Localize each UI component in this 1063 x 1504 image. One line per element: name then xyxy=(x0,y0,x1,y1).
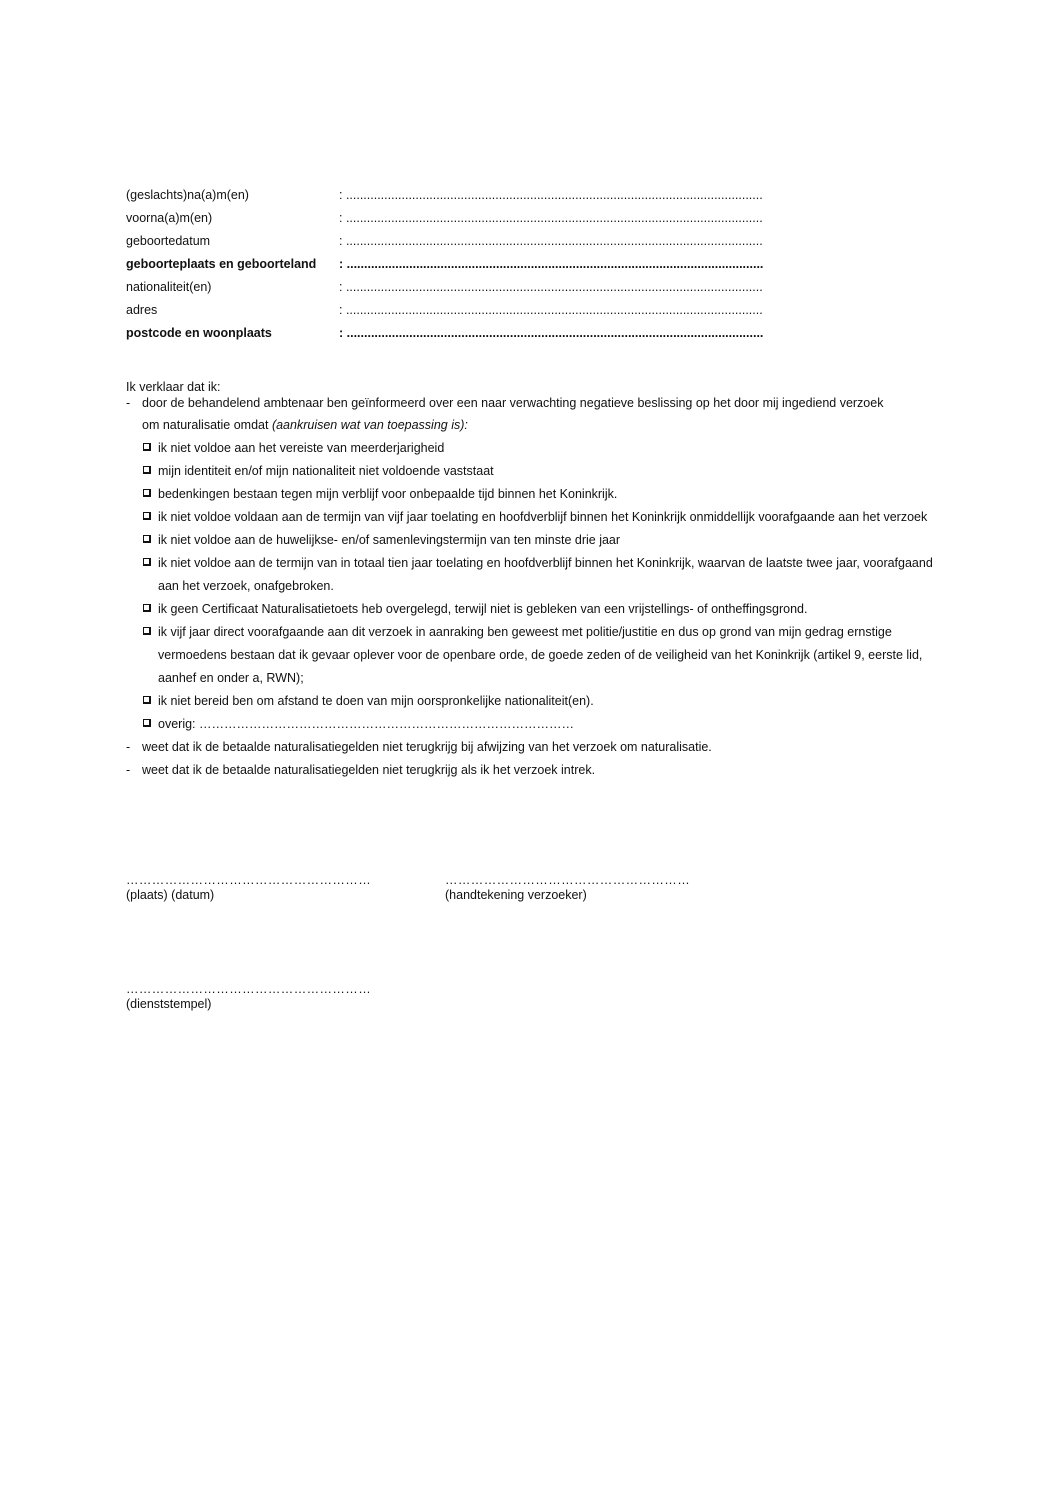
checkbox-label: ik niet bereid ben om afstand te doen van mijn oorspronkelijke nationaliteit(en). xyxy=(158,694,594,708)
checkbox-icon[interactable] xyxy=(143,489,151,497)
field-label: geboorteplaats en geboorteland xyxy=(126,257,317,271)
checkbox-icon[interactable] xyxy=(143,512,151,520)
signature-block xyxy=(445,873,690,903)
place-date-label: (plaats) (datum) xyxy=(126,888,215,902)
field-row-given-names xyxy=(126,209,776,232)
checkbox-label: ik geen Certificaat Naturalisatietoets heb overgelegd, terwijl niet is gebleken van een vrijstellings- of ontheffingsgrond. xyxy=(158,602,808,616)
continuation-text: om naturalisatie omdat xyxy=(142,418,269,432)
checkbox-icon[interactable] xyxy=(143,443,151,451)
reasons-checklist xyxy=(143,437,946,736)
checkbox-icon[interactable] xyxy=(143,696,151,704)
declaration-item-text: weet dat ik de betaalde naturalisatiegelden niet terugkrijg als ik het verzoek intrek. xyxy=(142,763,596,777)
birth-place-field[interactable]: : ........................................................................................................................ xyxy=(339,257,764,271)
checkbox-label: ik niet voldoe voldaan aan de termijn van vijf jaar toelating en hoofdverblijf binnen het Koninkrijk onmiddellijk voorafgaande aan het verzoek xyxy=(158,510,928,524)
given-names-field[interactable]: : ........................................................................................................................ xyxy=(339,211,763,225)
field-row-address xyxy=(126,301,776,324)
checkbox-label: ik niet voldoe aan het vereiste van meerderjarigheid xyxy=(158,441,445,455)
dash-bullet: - xyxy=(126,763,131,777)
declaration-item-text: weet dat ik de betaalde naturalisatiegelden niet terugkrijg bij afwijzing van het verzoek om naturalisatie. xyxy=(142,740,712,754)
postcode-city-field[interactable]: : ........................................................................................................................ xyxy=(339,326,764,340)
checkbox-item-other[interactable] xyxy=(143,713,946,736)
field-label: geboortedatum xyxy=(126,234,211,248)
checkbox-icon[interactable] xyxy=(143,627,151,635)
checkbox-icon[interactable] xyxy=(143,604,151,612)
checkbox-item[interactable] xyxy=(143,690,946,713)
checkbox-item[interactable] xyxy=(143,621,946,690)
birth-date-field[interactable]: : ........................................................................................................................ xyxy=(339,234,763,248)
stamp-block xyxy=(126,982,371,1012)
field-label: postcode en woonplaats xyxy=(126,326,272,340)
address-field[interactable]: : ........................................................................................................................ xyxy=(339,303,763,317)
checkbox-item[interactable] xyxy=(143,483,946,506)
checkbox-icon[interactable] xyxy=(143,719,151,727)
dash-bullet: - xyxy=(126,396,131,410)
field-row-nationality xyxy=(126,278,776,301)
declaration-item-informed xyxy=(126,395,946,437)
field-row-birth-date xyxy=(126,232,776,255)
checkbox-item[interactable] xyxy=(143,552,946,598)
declaration-item-fees-withdrawal xyxy=(126,759,946,782)
checkbox-item[interactable] xyxy=(143,437,946,460)
declaration-item-fees-rejection xyxy=(126,736,946,759)
field-row-surname xyxy=(126,186,776,209)
field-label: voorna(a)m(en) xyxy=(126,211,213,225)
checkbox-label: mijn identiteit en/of mijn nationaliteit niet voldoende vaststaat xyxy=(158,464,494,478)
checkbox-item[interactable] xyxy=(143,506,946,529)
checkbox-icon[interactable] xyxy=(143,535,151,543)
surname-field[interactable]: : ........................................................................................................................ xyxy=(339,188,763,202)
signature-label: (handtekening verzoeker) xyxy=(445,888,587,902)
stamp-field[interactable]: ………………………………………………… xyxy=(126,982,372,996)
checkbox-item[interactable] xyxy=(143,460,946,483)
checkbox-label: overig: ……………………………………………………………………………… xyxy=(158,717,574,731)
field-label: nationaliteit(en) xyxy=(126,280,212,294)
declaration-section xyxy=(126,379,946,782)
stamp-label: (dienststempel) xyxy=(126,997,212,1011)
personal-details xyxy=(126,186,776,347)
signature-field[interactable]: ………………………………………………… xyxy=(445,873,691,887)
field-row-postcode xyxy=(126,324,776,347)
nationality-field[interactable]: : ........................................................................................................................ xyxy=(339,280,763,294)
checkbox-label: ik niet voldoe aan de huwelijkse- en/of samenlevingstermijn van ten minste drie jaar xyxy=(158,533,621,547)
checkbox-item[interactable] xyxy=(143,529,946,552)
checkbox-label: ik vijf jaar direct voorafgaande aan dit verzoek in aanraking ben geweest met politie/justitie en dus op grond van mijn gedrag ernstige vermoedens bestaan dat ik gevaar oplever voor de openbare orde, de goede zeden of de veiligheid van het Koninkrijk (artikel 9, eerste lid, aanhef en onder a, RWN); xyxy=(158,625,923,685)
declaration-item-text: door de behandelend ambtenaar ben geïnformeerd over een naar verwachting negatieve beslissing op het door mij ingediend verzoek xyxy=(142,396,884,410)
checkbox-label: ik niet voldoe aan de termijn van in totaal tien jaar toelating en hoofdverblijf binnen het Koninkrijk, waarvan de laatste twee jaar, voorafgaand aan het verzoek, onafgebroken. xyxy=(158,556,933,593)
instruction-text: (aankruisen wat van toepassing is): xyxy=(271,418,468,432)
place-date-field[interactable]: ………………………………………………… xyxy=(126,873,372,887)
declaration-item-continuation xyxy=(142,414,946,437)
field-row-birth-place xyxy=(126,255,776,278)
place-date-block xyxy=(126,873,371,903)
checkbox-icon[interactable] xyxy=(143,558,151,566)
declaration-intro: Ik verklaar dat ik: xyxy=(126,380,221,394)
field-label: adres xyxy=(126,303,158,317)
checkbox-label: bedenkingen bestaan tegen mijn verblijf voor onbepaalde tijd binnen het Koninkrijk. xyxy=(158,487,618,501)
field-label: (geslachts)na(a)m(en) xyxy=(126,188,249,202)
dash-bullet: - xyxy=(126,740,131,754)
checkbox-icon[interactable] xyxy=(143,466,151,474)
checkbox-item[interactable] xyxy=(143,598,946,621)
